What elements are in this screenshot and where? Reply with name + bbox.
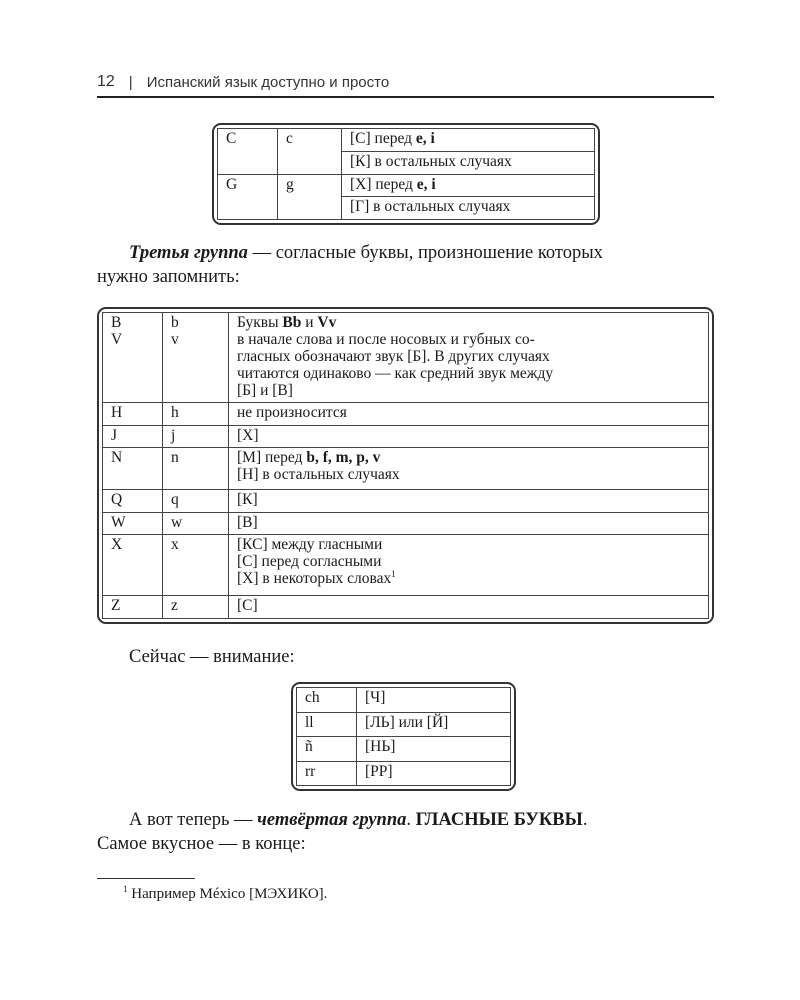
table-row: [103, 596, 709, 619]
digraph-sound: [Ч]: [357, 688, 511, 713]
third-group-text: — согласные буквы, произношение которых: [247, 243, 603, 263]
letter-b-lower: b: [171, 314, 179, 331]
letter-upper: Q: [103, 490, 163, 513]
letter-upper: C: [218, 129, 278, 175]
page-header: [97, 68, 714, 98]
table-row: [103, 512, 709, 535]
table-row: [297, 712, 511, 737]
letter-upper: W: [103, 512, 163, 535]
table-row: [103, 403, 709, 426]
letter-upper: X: [103, 535, 163, 596]
sound-text: [Х] перед: [350, 175, 417, 193]
footnote-marker: 1: [123, 884, 128, 894]
letter-lower: n: [163, 448, 229, 490]
letter-upper: Z: [103, 596, 163, 619]
sound-cell: [К] в остальных случаях: [342, 151, 595, 174]
sound-cell: [229, 313, 709, 403]
table-row: [218, 129, 595, 152]
third-group-text-line2: нужно запомнить:: [97, 267, 240, 287]
footnote-ref: 1: [391, 569, 396, 580]
sound-bold: e, i: [416, 175, 436, 193]
bv-title-mid: и: [301, 314, 318, 331]
header-separator: |: [128, 73, 133, 91]
n-line: [М] перед: [237, 449, 307, 467]
sound-cell: [К]: [229, 490, 709, 513]
bv-line: [Б] и [В]: [237, 382, 293, 399]
sound-text: [С] перед: [350, 130, 416, 147]
vowels-heading: ГЛАСНЫЕ БУКВЫ: [415, 810, 583, 830]
x-line: [КС] между гласными: [237, 536, 383, 554]
letter-lower: c: [278, 129, 342, 175]
fourth-group-text-line2: Самое вкусное — в конце:: [97, 834, 306, 854]
paragraph-attention: Сейчас — внимание:: [129, 647, 295, 667]
digraph-letters: ll: [297, 712, 357, 737]
fourth-group-term: четвёртая группа: [257, 810, 407, 830]
sound-bold: e, i: [415, 130, 435, 147]
footnote: [123, 885, 327, 903]
table-row: [103, 448, 709, 490]
fourth-group-text: А вот теперь —: [129, 810, 258, 830]
letter-upper: N: [103, 448, 163, 490]
table-row: [218, 174, 595, 197]
sound-cell: [229, 448, 709, 490]
letter-v-upper: V: [111, 331, 123, 348]
digraph-sound: [ЛЬ] или [Й]: [357, 712, 511, 737]
sound-cell: [В]: [229, 512, 709, 535]
letter-v-lower: v: [171, 331, 179, 348]
bv-title: Буквы: [237, 314, 283, 331]
letter-upper: [103, 313, 163, 403]
third-group-term: Третья группа: [129, 243, 248, 263]
letter-lower: j: [163, 425, 229, 448]
sound-cell: [229, 535, 709, 596]
letter-upper: J: [103, 425, 163, 448]
x-line: [С] перед согласными: [237, 553, 382, 571]
letter-lower: w: [163, 512, 229, 535]
letter-lower: h: [163, 403, 229, 426]
bv-line: гласных обозначают звук [Б]. В других случаях: [237, 348, 550, 365]
sound-cell: не произносится: [229, 403, 709, 426]
n-line: [Н] в остальных случаях: [237, 466, 400, 484]
footnote-text: Например México [МЭХИКО].: [127, 886, 328, 902]
letter-b-upper: B: [111, 314, 122, 331]
digraph-sound: [НЬ]: [357, 737, 511, 762]
table-consonants: [97, 307, 714, 624]
digraph-sound: [РР]: [357, 761, 511, 786]
letter-lower: g: [278, 174, 342, 220]
digraph-letters: rr: [297, 761, 357, 786]
sound-cell: [342, 174, 595, 197]
table-row: [103, 535, 709, 596]
sound-cell: [Х]: [229, 425, 709, 448]
paragraph-third-group: [97, 241, 749, 289]
letter-lower: z: [163, 596, 229, 619]
table-row: [297, 688, 511, 713]
letter-lower: q: [163, 490, 229, 513]
x-line: [Х] в некоторых словах: [237, 570, 392, 588]
book-title: Испанский язык доступно и просто: [146, 73, 390, 91]
footnote-divider: [97, 878, 195, 879]
digraph-letters: ñ: [297, 737, 357, 762]
table-row: [297, 737, 511, 762]
sound-cell: [С]: [229, 596, 709, 619]
bv-title-bold: Vv: [317, 314, 337, 331]
table-row: [103, 490, 709, 513]
table-digraphs: [291, 682, 516, 791]
bv-line: в начале слова и после носовых и губных со-: [237, 331, 535, 348]
fourth-group-text: .: [406, 810, 416, 830]
bv-line: читаются одинаково — как средний звук между: [237, 365, 554, 382]
letter-upper: G: [218, 174, 278, 220]
digraph-letters: ch: [297, 688, 357, 713]
table-row: [297, 761, 511, 786]
n-bold: b, f, m, p, v: [306, 449, 381, 467]
page-number: 12: [97, 73, 115, 90]
fourth-group-text: .: [582, 810, 588, 830]
letter-lower: [163, 313, 229, 403]
sound-cell: [342, 129, 595, 152]
letter-upper: H: [103, 403, 163, 426]
table-c-g: [212, 123, 600, 225]
table-row: [103, 313, 709, 403]
paragraph-fourth-group: [97, 808, 749, 856]
letter-lower: x: [163, 535, 229, 596]
bv-title-bold: Bb: [282, 314, 302, 331]
table-row: [103, 425, 709, 448]
sound-cell: [Г] в остальных случаях: [342, 197, 595, 220]
